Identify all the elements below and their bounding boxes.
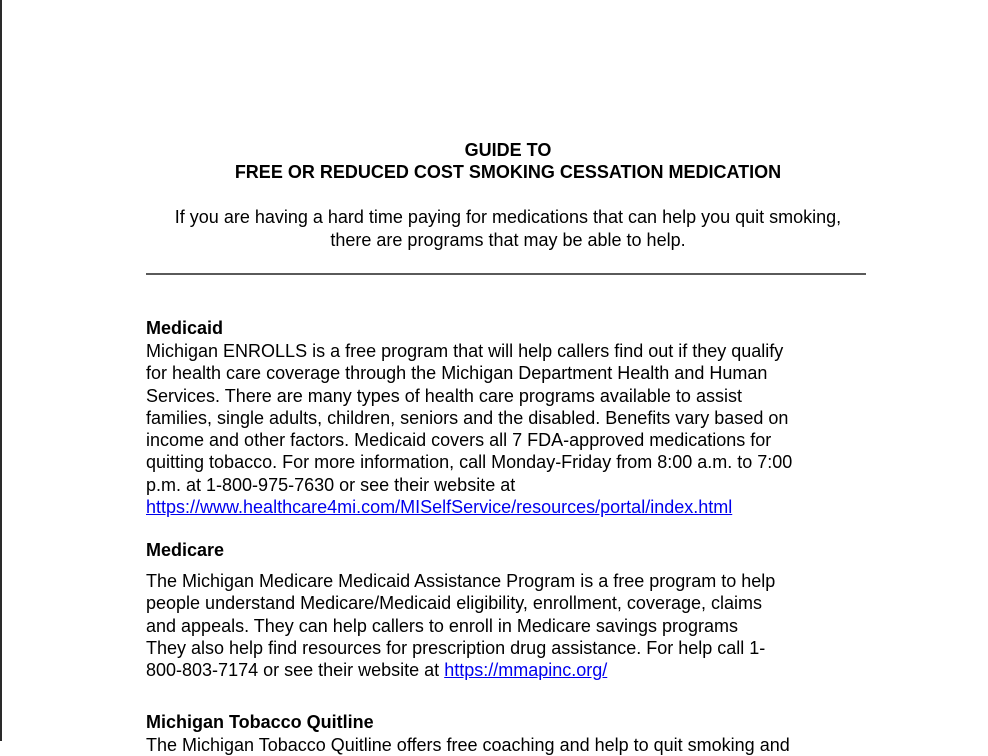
medicaid-line: quitting tobacco. For more information, call Monday-Friday from 8:00 a.m. to 7:00	[146, 452, 793, 473]
medicaid-line: p.m. at 1-800-975-7630 or see their website at	[146, 474, 516, 495]
medicaid-paragraph	[146, 340, 792, 518]
quitline-partial-line: The Michigan Tobacco Quitline offers free coaching and help to quit smoking and	[146, 735, 790, 755]
medicare-line: 800-803-7174 or see their website at	[146, 660, 445, 681]
quitline-heading: Michigan Tobacco Quitline	[146, 712, 374, 732]
medicare-paragraph	[146, 570, 775, 681]
medicaid-line: for health care coverage through the Michigan Department Health and Human	[146, 363, 768, 384]
medicaid-heading: Medicaid	[146, 318, 224, 338]
medicaid-line: Michigan ENROLLS is a free program that will help callers find out if they qualify	[146, 341, 784, 361]
horizontal-divider	[146, 273, 866, 275]
medicare-heading: Medicare	[146, 540, 225, 560]
medicaid-website-link[interactable]: https://www.healthcare4mi.com/MISelfService/resources/portal/index.html	[146, 497, 733, 518]
document-title-line2: FREE OR REDUCED COST SMOKING CESSATION MEDICATION	[234, 162, 782, 182]
document-title-line1: GUIDE TO	[464, 140, 552, 160]
medicaid-line: income and other factors. Medicaid covers all 7 FDA-approved medications for	[146, 430, 772, 451]
medicaid-line: Services. There are many types of health care programs available to assist	[146, 385, 742, 406]
intro-line2: there are programs that may be able to help.	[330, 230, 686, 250]
intro-line1: If you are having a hard time paying for medications that can help you quit smoking,	[174, 207, 842, 227]
window-left-border	[0, 0, 2, 741]
medicare-line: and appeals. They can help callers to enroll in Medicare savings programs	[146, 615, 738, 636]
medicaid-line: families, single adults, children, seniors and the disabled. Benefits vary based on	[146, 407, 789, 428]
medicare-line: The Michigan Medicare Medicaid Assistance Program is a free program to help	[146, 571, 776, 591]
medicare-line: They also help find resources for prescription drug assistance. For help call 1-	[146, 637, 766, 658]
medicare-line: people understand Medicare/Medicaid eligibility, enrollment, coverage, claims	[146, 593, 762, 614]
medicare-website-link[interactable]: https://mmapinc.org/	[444, 660, 608, 681]
